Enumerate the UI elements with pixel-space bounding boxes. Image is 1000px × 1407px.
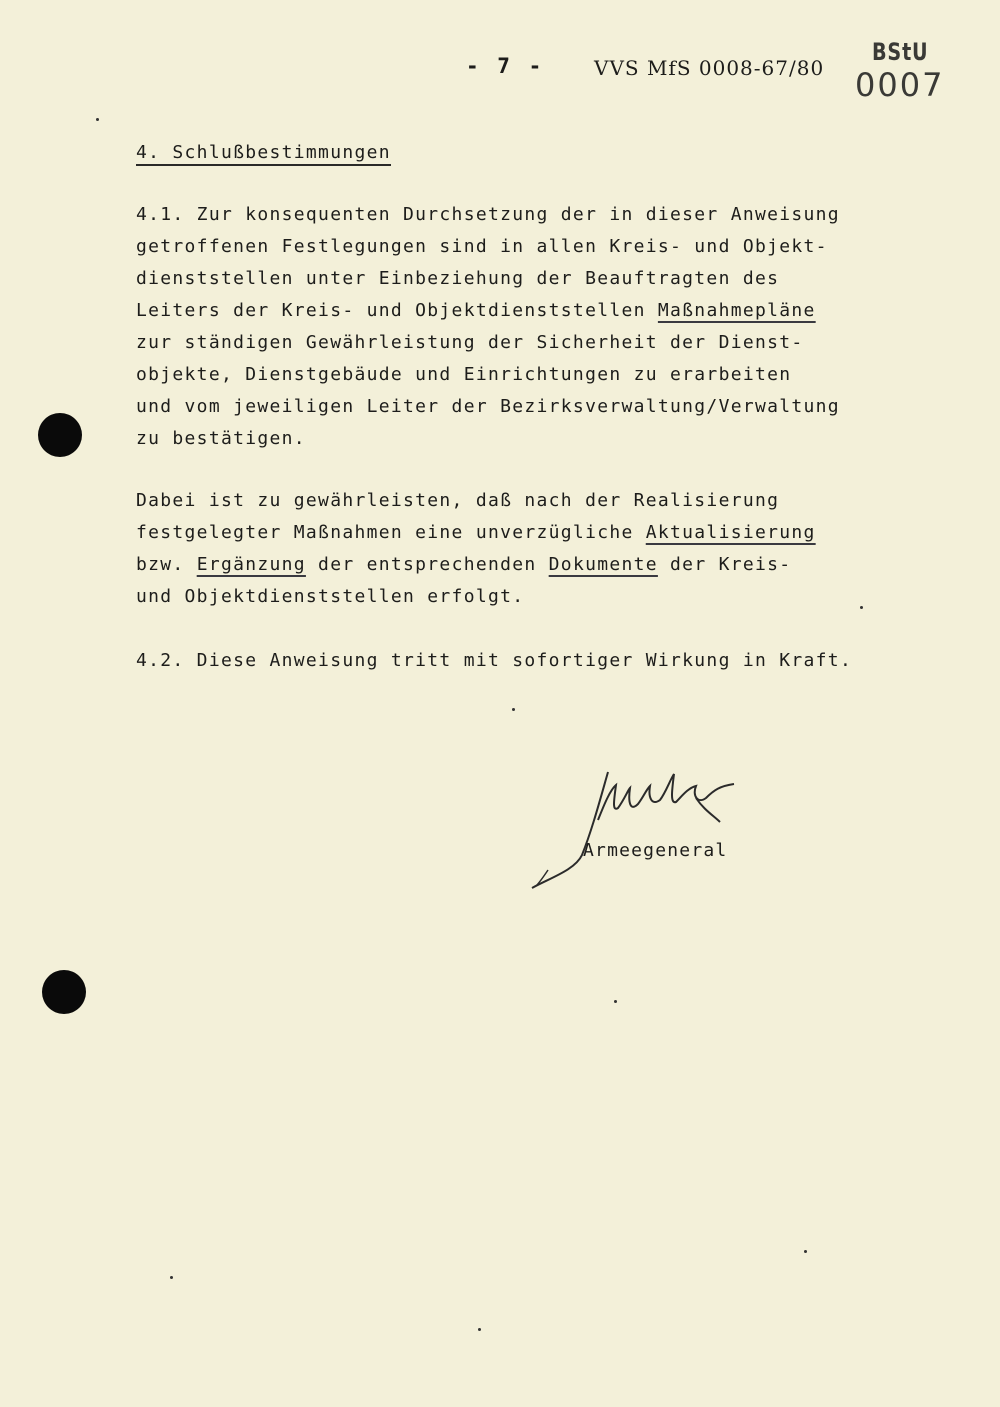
paragraph-dabei-line <box>136 522 816 543</box>
line-text: festgelegter Maßnahmen eine unverzügliche <box>136 522 646 543</box>
paragraph-4-1-line: dienststellen unter Einbeziehung der Beauftragten des <box>136 268 780 289</box>
paper-speck <box>96 118 99 121</box>
paper-speck <box>860 606 863 609</box>
underlined-term: Aktualisierung <box>645 522 816 543</box>
archive-stamp-agency: BStU <box>872 38 929 66</box>
paragraph-4-1-line: 4.1. Zur konsequenten Durchsetzung der in dieser Anweisung <box>136 204 840 225</box>
paragraph-dabei-line <box>136 554 791 575</box>
archive-stamp-number: 0007 <box>855 66 945 104</box>
line-text: Leiters der Kreis- und Objektdienststellen <box>136 300 658 321</box>
paragraph-4-1-line: zu bestätigen. <box>136 428 306 449</box>
paragraph-4-1-line: zur ständigen Gewährleistung der Sicherheit der Dienst- <box>136 332 804 353</box>
paper-speck <box>170 1276 173 1279</box>
underlined-term: Maßnahmepläne <box>657 300 816 321</box>
line-text: der Kreis- <box>657 554 792 575</box>
handwritten-signature <box>520 760 760 895</box>
paragraph-4-1-line: objekte, Dienstgebäude und Einrichtungen zu erarbeiten <box>136 364 792 385</box>
signatory-title: Armeegeneral <box>583 840 728 861</box>
section-heading: 4. Schlußbestimmungen <box>136 142 391 166</box>
paper-speck <box>804 1250 807 1253</box>
paragraph-4-1-line: und vom jeweiligen Leiter der Bezirksverwaltung/Verwaltung <box>136 396 840 417</box>
page-number: - 7 - <box>466 54 545 78</box>
line-text: bzw. <box>136 554 197 575</box>
paragraph-4-1-line: getroffenen Festlegungen sind in allen Kreis- und Objekt- <box>136 236 828 257</box>
paper-speck <box>478 1328 481 1331</box>
underlined-term: Ergänzung <box>196 554 306 575</box>
underlined-term: Dokumente <box>548 554 658 575</box>
punch-hole <box>38 413 82 457</box>
paragraph-4-2: 4.2. Diese Anweisung tritt mit sofortiger Wirkung in Kraft. <box>136 650 853 671</box>
paper-speck <box>614 1000 617 1003</box>
line-text: der entsprechenden <box>305 554 549 575</box>
punch-hole <box>42 970 86 1014</box>
document-reference: VVS MfS 0008-67/80 <box>594 56 825 80</box>
paragraph-4-1-line <box>136 300 816 321</box>
paragraph-dabei-line: Dabei ist zu gewährleisten, daß nach der Realisierung <box>136 490 780 511</box>
paper-speck <box>512 708 515 711</box>
paragraph-dabei-line: und Objektdienststellen erfolgt. <box>136 586 525 607</box>
